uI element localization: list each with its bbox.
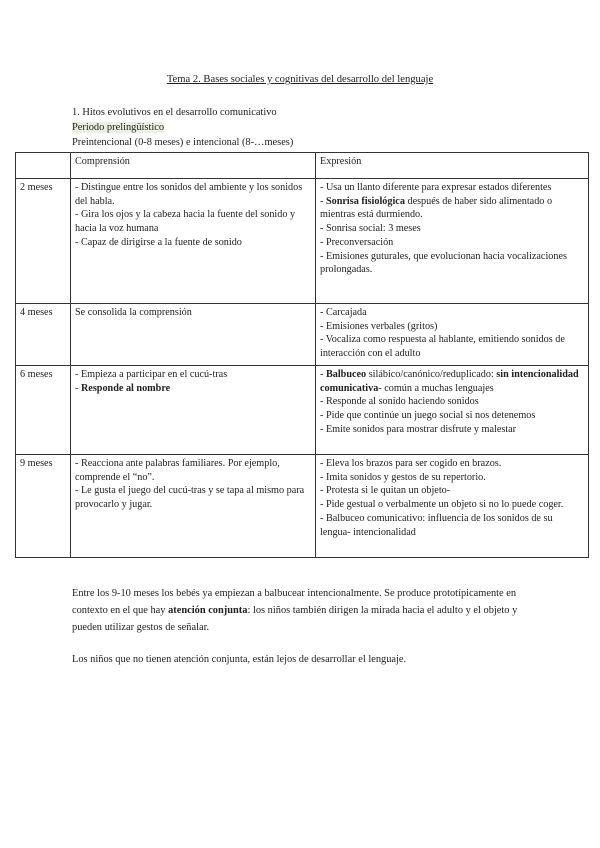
exp-item: - Balbuceo silábico/canónico/reduplicado: sin intencionalidad comunicativa- común a muchas lenguajes xyxy=(320,369,579,394)
row-expresion xyxy=(316,179,589,304)
table-header-row xyxy=(16,153,589,179)
exp-item: - Imita sonidos y gestos de su repertorio. xyxy=(320,471,486,483)
exp-item: - Sonrisa fisiológica después de haber sido alimentado o mientras está durmiendo. xyxy=(320,195,553,221)
row-comprension xyxy=(71,366,316,455)
bold-term: Responde al nombre xyxy=(80,382,171,394)
exp-item: - Emite sonidos para mostrar disfrute y malestar xyxy=(320,423,517,435)
header-expresion: Expresión xyxy=(316,153,589,179)
table-row xyxy=(16,366,589,455)
paragraph-conclusion: Los niños que no tienen atención conjunta, están lejos de desarrollar el lenguaje. xyxy=(72,654,407,665)
bold-term: sin intencionalidad comunicativa xyxy=(320,369,579,394)
row-age: 4 meses xyxy=(16,304,71,366)
comp-item: - Responde al nombre xyxy=(75,382,171,394)
exp-item: - Carcajada xyxy=(320,307,367,318)
row-expresion xyxy=(316,455,589,558)
exp-item: - Pide gestual o verbalmente un objeto si no lo puede coger. xyxy=(320,499,564,511)
row-age: 6 meses xyxy=(16,366,71,455)
table-row xyxy=(16,179,589,304)
header-age xyxy=(16,153,71,179)
comp-item: - Distingue entre los sonidos del ambiente y los sonidos del habla. xyxy=(75,182,303,207)
header-comprension: Comprensión xyxy=(71,153,316,179)
bold-term: atención conjunta xyxy=(168,605,248,616)
row-age: 2 meses xyxy=(16,179,71,304)
exp-item: - Responde al sonido haciendo sonidos xyxy=(320,396,479,408)
exp-item: - Sonrisa social: 3 meses xyxy=(320,223,421,235)
exp-item: - Emisiones guturales, que evolucionan hacia vocalizaciones prolongadas. xyxy=(320,250,567,276)
table-row xyxy=(16,304,589,366)
row-age: 9 meses xyxy=(16,455,71,558)
comp-item: - Gira los ojos y la cabeza hacia la fuente del sonido y hacia la voz humana xyxy=(75,209,296,235)
period-subtitle: Preintencional (0-8 meses) e intencional (8-…meses) xyxy=(72,137,294,148)
exp-item: - Preconversación xyxy=(320,236,394,248)
page-title: Tema 2. Bases sociales y cognitivas del desarrollo del lenguaje xyxy=(166,74,434,85)
exp-item: - Eleva los brazos para ser cogido en brazos. xyxy=(320,458,502,469)
paragraph-atencion-conjunta: Entre los 9-10 meses los bebés ya empiezan a balbucear intencionalmente. Se produce prototípicamente en contexto en el que hay atención conjunta: los niños también dirigen la mirada hacia el adulto y el objeto y pueden utilizar gestos de señalar. xyxy=(72,588,518,633)
comp-item: - Le gusta el juego del cucú-tras y se tapa al mismo para provocarlo y jugar. xyxy=(75,485,305,511)
exp-item: - Usa un llanto diferente para expresar estados diferentes xyxy=(320,182,552,193)
exp-item: - Balbuceo comunicativo: influencia de los sonidos de su lengua- intencionalidad xyxy=(320,512,553,538)
period-label: Periodo prelingüístico xyxy=(72,122,165,133)
comp-item: - Capaz de dirigirse a la fuente de sonido xyxy=(75,236,242,248)
bold-term: Sonrisa fisiológica xyxy=(325,195,405,207)
row-expresion xyxy=(316,304,589,366)
table-row xyxy=(16,455,589,558)
row-comprension xyxy=(71,179,316,304)
exp-item: - Vocaliza como respuesta al hablante, emitiendo sonidos de interacción con el adulto xyxy=(320,334,565,360)
row-comprension xyxy=(71,455,316,558)
intro-block xyxy=(72,106,552,151)
bold-term: Balbuceo xyxy=(325,369,367,380)
comp-item: - Empieza a participar en el cucú-tras xyxy=(75,369,228,380)
section-heading: 1. Hitos evolutivos en el desarrollo comunicativo xyxy=(72,107,277,118)
row-comprension: Se consolida la comprensión xyxy=(71,304,316,366)
milestones-table xyxy=(15,152,589,558)
exp-item: - Emisiones verbales (gritos) xyxy=(320,320,438,332)
comp-item: - Reacciona ante palabras familiares. Por ejemplo, comprende el “no”. xyxy=(75,458,280,483)
row-expresion xyxy=(316,366,589,455)
exp-item: - Pide que continúe un juego social si nos detenemos xyxy=(320,410,536,422)
exp-item: - Protesta si le quitan un objeto- xyxy=(320,485,451,497)
